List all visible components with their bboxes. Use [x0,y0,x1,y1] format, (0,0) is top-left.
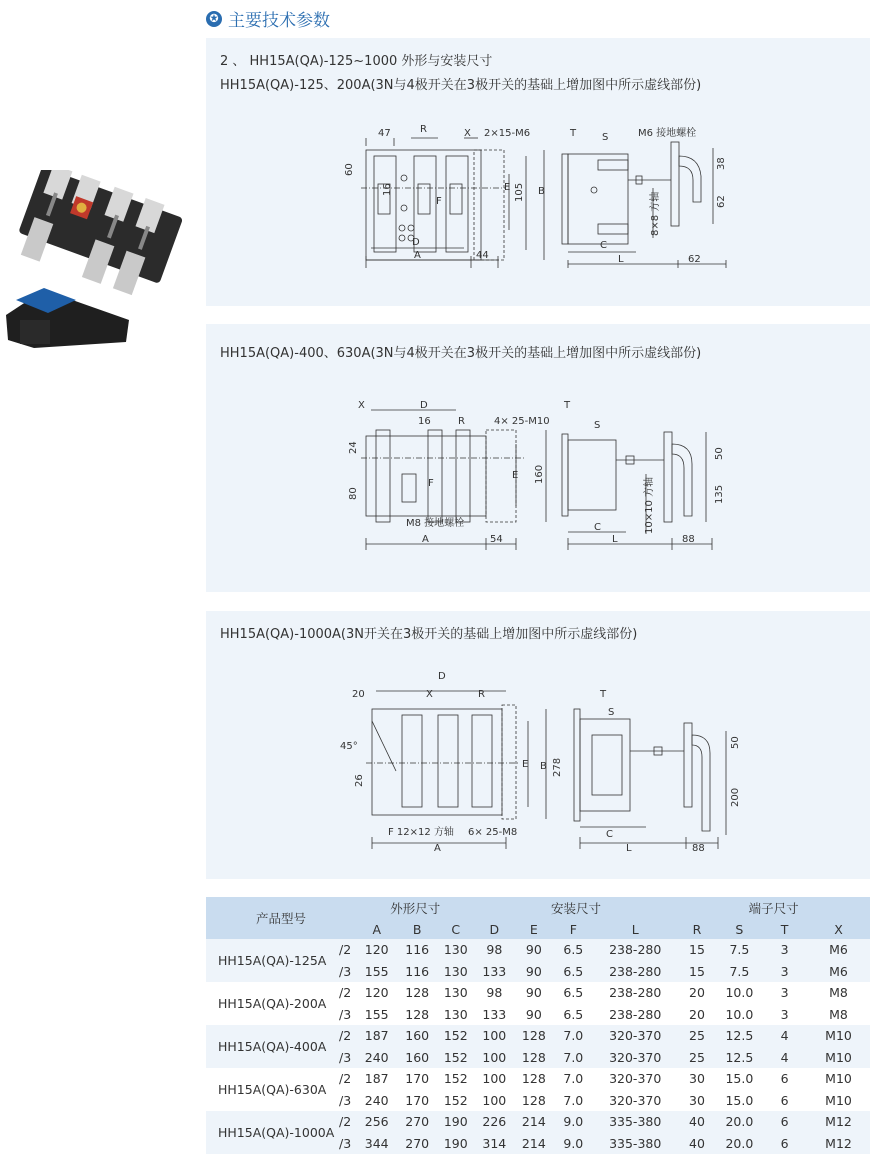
value-cell: 238-280 [593,982,677,1004]
dim-C: C [600,240,607,251]
spec-table [206,897,870,1154]
value-cell: 90 [514,1004,554,1026]
value-cell: M12 [807,1111,870,1133]
panel2-heading: HH15A(QA)-400、630A(3N与4极开关在3极开关的基础上增加图中所示虚线部份) [220,346,702,361]
table-row [206,939,870,961]
value-cell: 314 [475,1133,515,1155]
value-cell: 214 [514,1111,554,1133]
value-cell: 335-380 [593,1111,677,1133]
bolt-spec: 4× 25-M10 [494,416,550,427]
value-cell: 320-370 [593,1090,677,1112]
value-cell: 270 [397,1111,437,1133]
value-cell: 120 [356,939,397,961]
value-cell: 187 [356,1068,397,1090]
value-cell: 155 [356,961,397,983]
value-cell: M12 [807,1133,870,1155]
value-cell: 6 [762,1133,807,1155]
pole-cell: /2 [334,1025,356,1047]
value-cell: 320-370 [593,1025,677,1047]
section-header [206,6,330,31]
value-cell: 20.0 [717,1133,762,1155]
value-cell: 128 [514,1025,554,1047]
dim-24: 24 [348,441,359,454]
dim-16: 16 [382,183,393,196]
dim-160: 160 [534,464,545,484]
value-cell: 20.0 [717,1111,762,1133]
value-cell: 128 [514,1090,554,1112]
value-cell: 15 [677,961,716,983]
value-cell: 155 [356,1004,397,1026]
table-row [206,982,870,1004]
pole-cell: /3 [334,1133,356,1155]
dim-D: D [420,400,428,411]
dim-B: B [540,761,547,772]
dim-S: S [594,420,601,431]
table-row [206,1025,870,1047]
col-X: X [807,919,870,939]
dim-16: 16 [418,416,431,427]
pole-cell: /3 [334,1004,356,1026]
value-cell: M10 [807,1047,870,1069]
value-cell: 6 [762,1068,807,1090]
dim-A: A [414,250,421,261]
value-cell: 25 [677,1025,716,1047]
bolt-spec: 6× 25-M8 [468,827,518,838]
header-model: 产品型号 [206,897,356,939]
dim-T: T [564,400,571,411]
value-cell: 4 [762,1025,807,1047]
pole-cell: /2 [334,1068,356,1090]
pole-cell: /3 [334,961,356,983]
value-cell: 3 [762,961,807,983]
value-cell: 6.5 [554,1004,593,1026]
pole-cell: /2 [334,939,356,961]
col-C: C [437,919,475,939]
dim-C: C [606,829,613,840]
value-cell: 100 [475,1047,515,1069]
value-cell: 152 [437,1047,475,1069]
value-cell: 7.0 [554,1068,593,1090]
value-cell: 90 [514,982,554,1004]
dim-L: L [618,254,624,265]
ground-bolt: M6 接地螺栓 [638,128,697,139]
value-cell: 152 [437,1068,475,1090]
dim-L: L [612,534,618,545]
value-cell: 130 [437,1004,475,1026]
value-cell: 190 [437,1111,475,1133]
value-cell: 40 [677,1111,716,1133]
value-cell: 116 [397,939,437,961]
value-cell: 128 [514,1047,554,1069]
col-A: A [356,919,397,939]
value-cell: 25 [677,1047,716,1069]
value-cell: M10 [807,1025,870,1047]
value-cell: 240 [356,1047,397,1069]
value-cell: 226 [475,1111,515,1133]
value-cell: 30 [677,1068,716,1090]
panel3-heading: HH15A(QA)-1000A(3N开关在3极开关的基础上增加图中所示虚线部份) [220,627,638,642]
dim-62: 62 [716,195,727,208]
ground-bolt: M8 接地螺栓 [406,518,465,529]
section-title: 主要技术参数 [228,11,330,31]
value-cell: 30 [677,1090,716,1112]
dim-E: E [522,759,529,770]
value-cell: 15.0 [717,1090,762,1112]
dim-54: 54 [490,534,503,545]
value-cell: 9.0 [554,1111,593,1133]
value-cell: 320-370 [593,1047,677,1069]
value-cell: 6.5 [554,982,593,1004]
shaft-spec: 8×8 方轴 [650,191,661,236]
value-cell: 6 [762,1111,807,1133]
spec-table-body [206,939,870,1154]
dim-L: L [626,843,632,854]
value-cell: 120 [356,982,397,1004]
value-cell: 256 [356,1111,397,1133]
pole-cell: /2 [334,1111,356,1133]
col-B: B [397,919,437,939]
value-cell: 238-280 [593,961,677,983]
value-cell: 20 [677,982,716,1004]
dim-T: T [600,689,607,700]
value-cell: 9.0 [554,1133,593,1155]
value-cell: 7.0 [554,1090,593,1112]
value-cell: 130 [437,982,475,1004]
drawing-panel-1000 [206,611,870,879]
value-cell: 152 [437,1090,475,1112]
col-F: F [554,919,593,939]
value-cell: M6 [807,939,870,961]
pole-cell: /3 [334,1047,356,1069]
value-cell: 130 [437,939,475,961]
dim-E: E [504,182,511,193]
value-cell: 12.5 [717,1025,762,1047]
value-cell: 90 [514,939,554,961]
header-mounting: 安装尺寸 [475,897,678,919]
dim-S: S [602,132,609,143]
dim-135: 135 [714,484,725,504]
dim-X: X [426,689,433,700]
shaft-spec: 10×10 方轴 [644,476,655,534]
value-cell: 270 [397,1133,437,1155]
drawing-panel-125-200 [206,38,870,306]
value-cell: 100 [475,1025,515,1047]
pole-cell: /2 [334,982,356,1004]
value-cell: 128 [514,1068,554,1090]
dim-R: R [420,124,427,135]
dim-50: 50 [730,736,741,749]
dim-D: D [438,671,446,682]
value-cell: 116 [397,961,437,983]
dim-62-bottom: 62 [688,254,701,265]
table-row [206,1111,870,1133]
dim-F: F [436,196,442,207]
col-D: D [475,919,515,939]
value-cell: 128 [397,1004,437,1026]
value-cell: 238-280 [593,939,677,961]
dim-88: 88 [682,534,695,545]
drawing-400-630 [206,324,870,592]
dim-44: 44 [476,250,489,261]
panel1-subheading: HH15A(QA)-125、200A(3N与4极开关在3极开关的基础上增加图中所示虚线部份) [220,78,702,93]
value-cell: 100 [475,1068,515,1090]
value-cell: 15 [677,939,716,961]
col-R: R [677,919,716,939]
value-cell: 15.0 [717,1068,762,1090]
value-cell: 6 [762,1090,807,1112]
model-cell: HH15A(QA)-400A [206,1025,334,1068]
dim-60: 60 [344,163,355,176]
dim-38: 38 [716,157,727,170]
value-cell: 130 [437,961,475,983]
col-E: E [514,919,554,939]
value-cell: 98 [475,982,515,1004]
header-terminal: 端子尺寸 [677,897,870,919]
dim-A: A [434,843,441,854]
dim-S: S [608,707,615,718]
value-cell: 10.0 [717,1004,762,1026]
model-cell: HH15A(QA)-1000A [206,1111,334,1154]
value-cell: 190 [437,1133,475,1155]
value-cell: 238-280 [593,1004,677,1026]
dim-278: 278 [552,757,563,777]
dim-26: 26 [354,774,365,787]
value-cell: 187 [356,1025,397,1047]
value-cell: 320-370 [593,1068,677,1090]
value-cell: M10 [807,1068,870,1090]
value-cell: 344 [356,1133,397,1155]
value-cell: 6.5 [554,939,593,961]
value-cell: M6 [807,961,870,983]
dim-T: T [570,128,577,139]
header-outline: 外形尺寸 [356,897,475,919]
model-cell: HH15A(QA)-200A [206,982,334,1025]
dim-47: 47 [378,128,391,139]
value-cell: 160 [397,1047,437,1069]
model-cell: HH15A(QA)-630A [206,1068,334,1111]
value-cell: 335-380 [593,1133,677,1155]
dim-R: R [478,689,485,700]
dim-200: 200 [730,787,741,807]
value-cell: 170 [397,1090,437,1112]
dim-F: F [428,478,434,489]
dim-E: E [512,470,519,481]
value-cell: 10.0 [717,982,762,1004]
col-S: S [717,919,762,939]
model-cell: HH15A(QA)-125A [206,939,334,982]
dim-A: A [422,534,429,545]
value-cell: 4 [762,1047,807,1069]
value-cell: 240 [356,1090,397,1112]
value-cell: 7.5 [717,961,762,983]
value-cell: 40 [677,1133,716,1155]
value-cell: 7.5 [717,939,762,961]
panel1-heading: 2 、 HH15A(QA)-125~1000 外形与安装尺寸 [220,54,493,69]
value-cell: 20 [677,1004,716,1026]
dim-20: 20 [352,689,365,700]
dim-D: D [412,237,420,248]
pole-cell: /3 [334,1090,356,1112]
drawing-panel-400-630 [206,324,870,592]
value-cell: M8 [807,1004,870,1026]
value-cell: 133 [475,961,515,983]
value-cell: 90 [514,961,554,983]
dim-88: 88 [692,843,705,854]
value-cell: 214 [514,1133,554,1155]
value-cell: 7.0 [554,1047,593,1069]
value-cell: 128 [397,982,437,1004]
dim-80: 80 [348,487,359,500]
dim-R: R [458,416,465,427]
dim-C: C [594,522,601,533]
value-cell: 160 [397,1025,437,1047]
value-cell: 100 [475,1090,515,1112]
dim-105: 105 [514,182,525,202]
value-cell: 3 [762,982,807,1004]
value-cell: 6.5 [554,961,593,983]
dim-50: 50 [714,447,725,460]
table-row [206,1068,870,1090]
drawing-1000 [206,611,870,879]
value-cell: 7.0 [554,1025,593,1047]
col-L: L [593,919,677,939]
col-T: T [762,919,807,939]
value-cell: 170 [397,1068,437,1090]
dim-X: X [464,128,471,139]
dim-X: X [358,400,365,411]
star-icon: ✪ [206,11,222,27]
shaft-spec: F 12×12 方轴 [388,827,454,838]
value-cell: M8 [807,982,870,1004]
bolt-spec: 2×15-M6 [484,128,531,139]
value-cell: 3 [762,1004,807,1026]
value-cell: 98 [475,939,515,961]
drawing-125-200 [206,38,870,306]
value-cell: M10 [807,1090,870,1112]
value-cell: 133 [475,1004,515,1026]
product-photo [4,170,194,370]
value-cell: 152 [437,1025,475,1047]
value-cell: 3 [762,939,807,961]
angle-45: 45° [340,741,358,752]
value-cell: 12.5 [717,1047,762,1069]
dim-B: B [538,186,545,197]
